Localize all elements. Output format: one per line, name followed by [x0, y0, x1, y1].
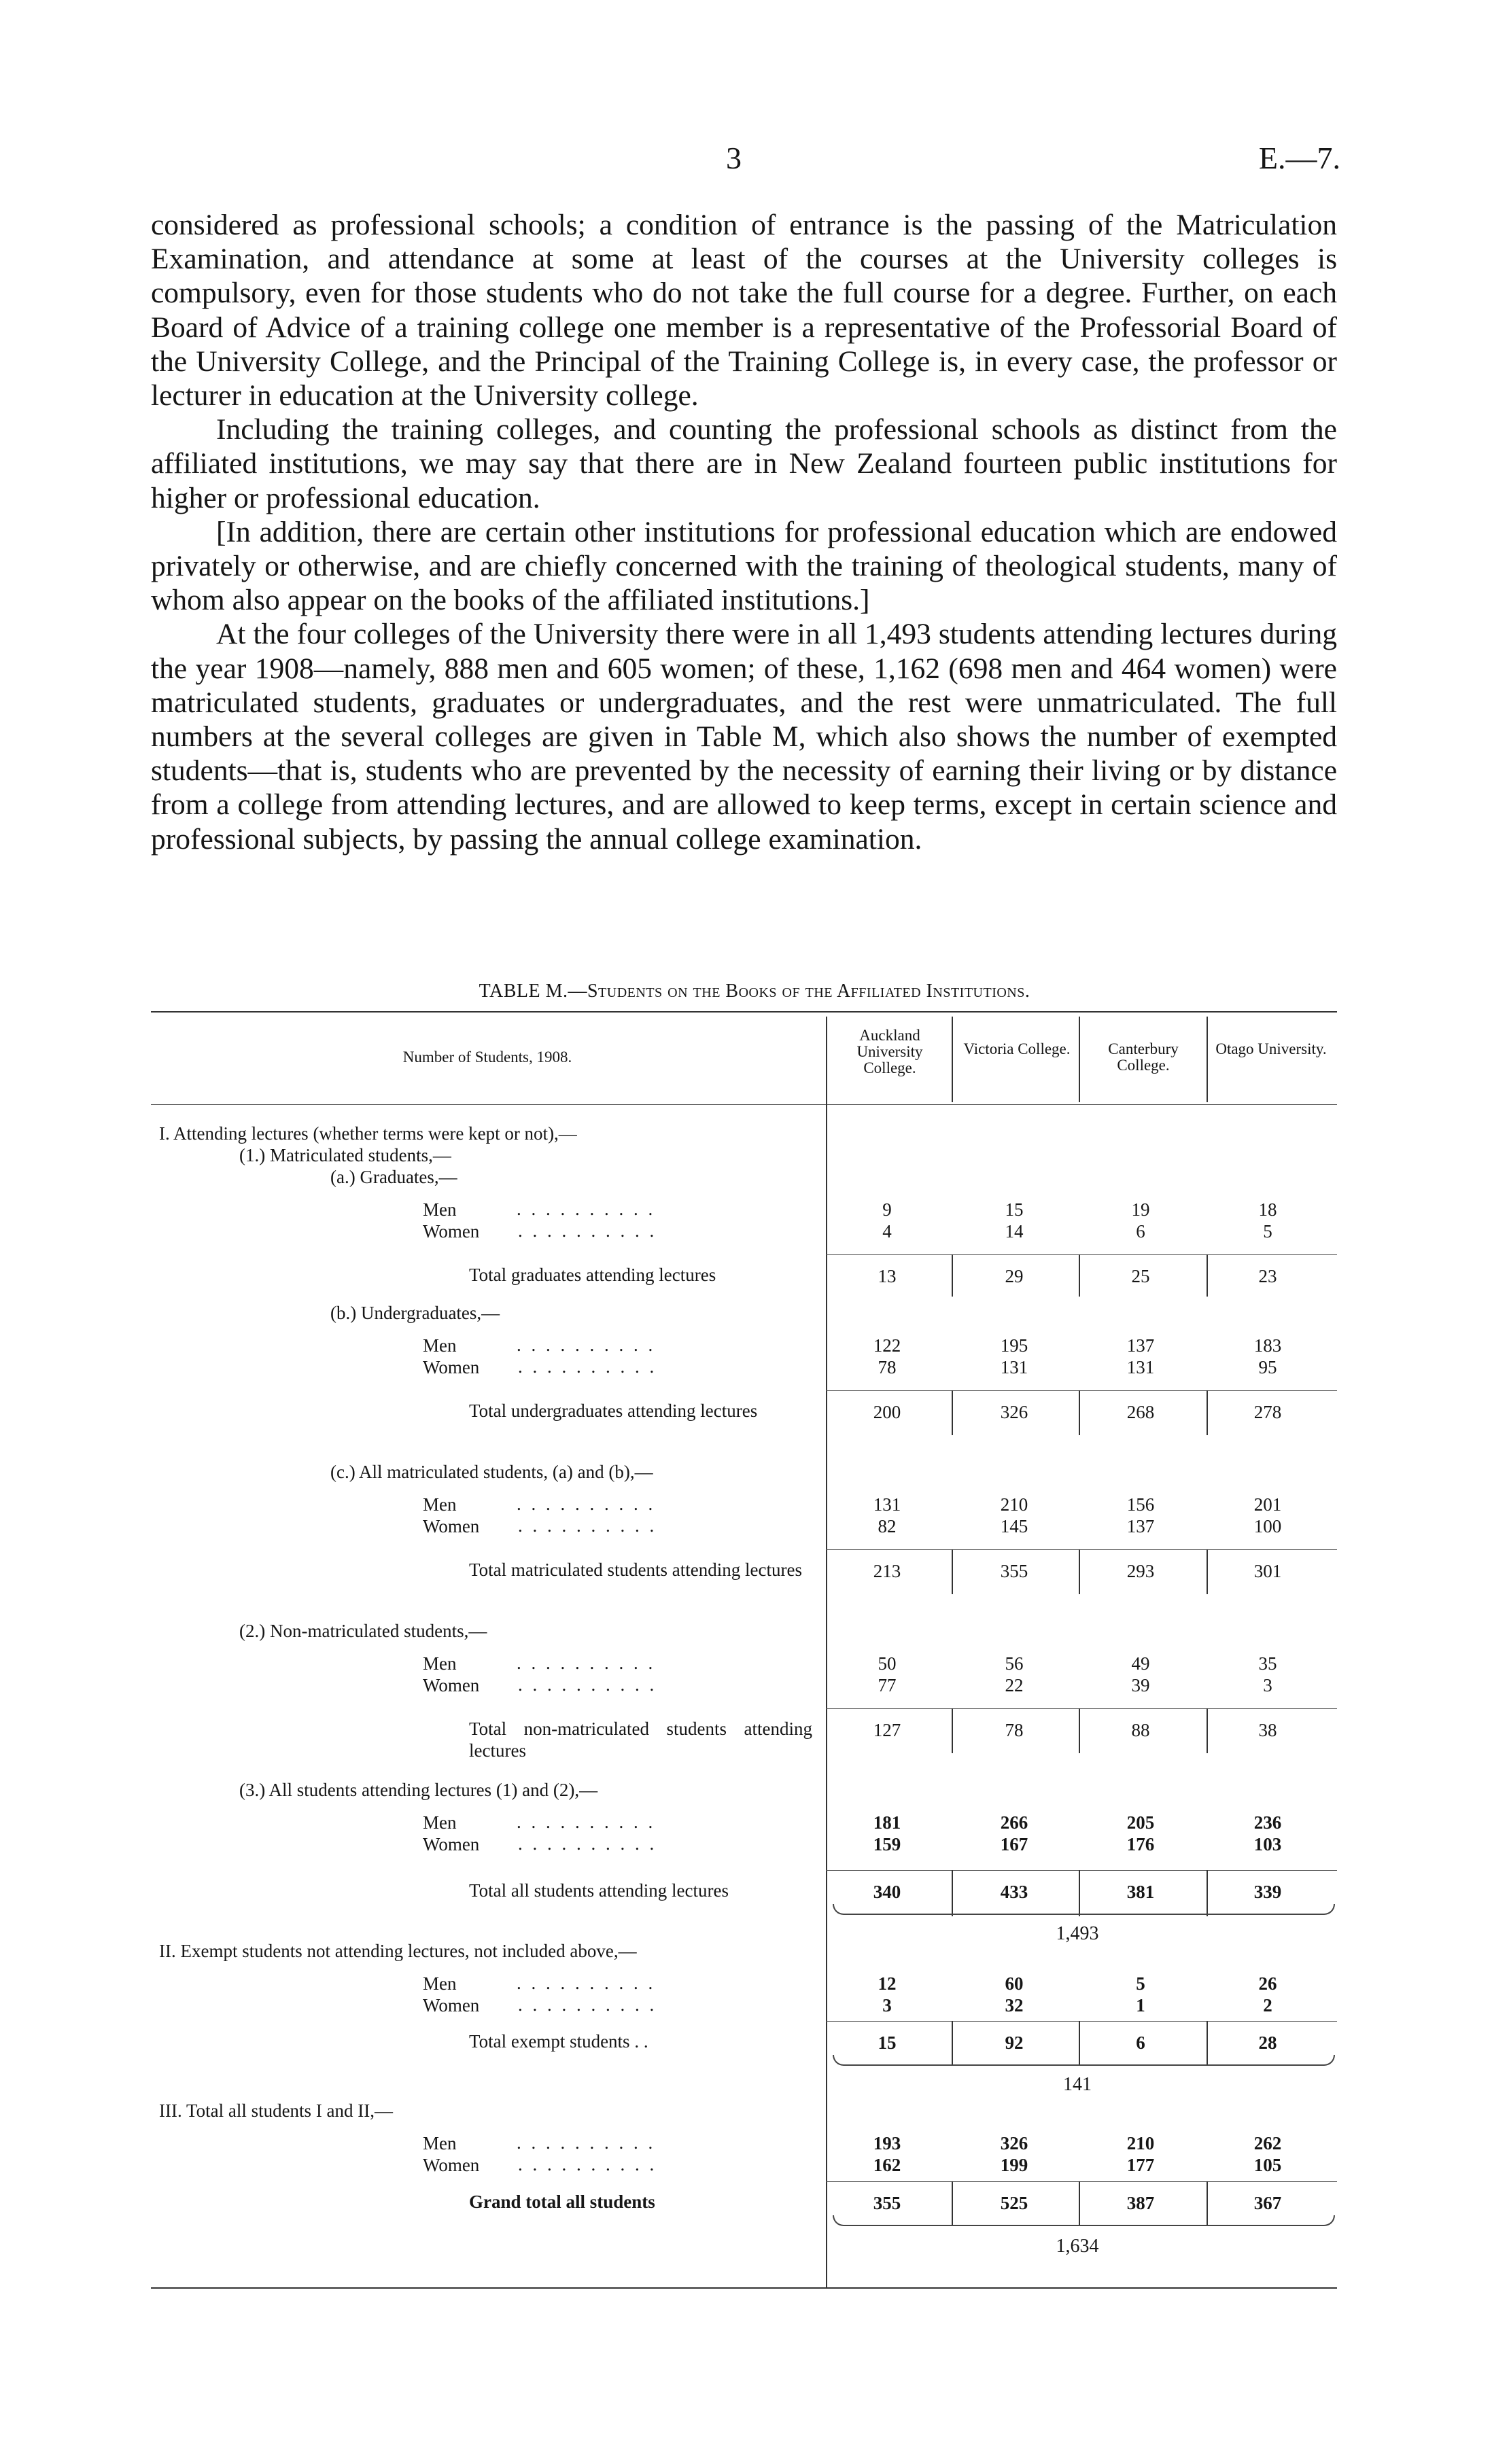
label-women: Women	[423, 1995, 480, 2016]
total-row-rule	[826, 1549, 1337, 1550]
table-cell: 92	[1005, 2032, 1024, 2053]
brace-lectures	[833, 1904, 1335, 1915]
total-row-column-rule	[952, 1549, 953, 1594]
header-number-of-students: Number of Students, 1908.	[402, 1049, 572, 1066]
table-cell: 2	[1263, 1995, 1272, 2016]
table-cell: 77	[878, 1675, 897, 1695]
table-cell: 103	[1253, 1834, 1282, 1854]
table-cell: 159	[873, 1834, 901, 1854]
subsection-matriculated: (1.) Matriculated students,—	[239, 1145, 451, 1165]
table-cell: 131	[1000, 1357, 1028, 1377]
header-canterbury: Canterbury College.	[1108, 1040, 1179, 1074]
table-cell: 4	[882, 1221, 892, 1242]
label-men: Men	[423, 1199, 457, 1220]
table-cell: 38	[1258, 1720, 1277, 1740]
table-cell: 23	[1258, 1266, 1277, 1286]
table-cell: 525	[1000, 2193, 1028, 2213]
table-cell: 236	[1253, 1812, 1282, 1833]
label-men: Men	[423, 1335, 457, 1356]
table-cell: 127	[873, 1720, 901, 1740]
paragraph: considered as professional schools; a condition of entrance is the passing of the Matriculation Examination, and attendance at some at least of the courses at the University colleges is compulsory, even for those students who do not take the full course for a degree. Further, on each Board of Advice of a training college one member is a representative of the Professorial Board of the University College, and the Principal of the Training College is, in every case, the professor or lecturer in education at the University college.	[151, 209, 1337, 412]
total-row-rule	[826, 2181, 1337, 2182]
header-auckland: Auckland University College.	[856, 1027, 923, 1076]
leader-dots: . . . . . . . . . .	[517, 1494, 656, 1514]
leader-dots: . . . . . . . . . .	[518, 2154, 657, 2175]
leader-dots: . . . . . . . . . .	[518, 1220, 657, 1241]
table-cell: 145	[1000, 1516, 1028, 1536]
table-cell: 15	[878, 2032, 897, 2053]
table-cell: 355	[873, 2193, 901, 2213]
table-cell: 205	[1126, 1812, 1155, 1833]
total-row-rule	[826, 1254, 1337, 1255]
table-cell: 137	[1126, 1516, 1155, 1536]
leader-dots: . . . . . . . . . .	[517, 1335, 656, 1355]
leader-dots: . . . . . . . . . .	[517, 1199, 656, 1219]
table-cell: 1	[1136, 1995, 1145, 2016]
leader-dots: . . . . . . . . . .	[518, 1994, 657, 2015]
leader-dots: . . . . . . . . . .	[517, 1973, 656, 1993]
table-cell: 339	[1253, 1882, 1282, 1902]
table-cell: 122	[873, 1335, 901, 1356]
label-women: Women	[423, 1221, 480, 1242]
label-total-graduates: Total graduates attending lectures	[469, 1265, 716, 1285]
table-cell: 95	[1258, 1357, 1277, 1377]
subsection-all-attending: (3.) All students attending lectures (1) and (2),—	[239, 1780, 598, 1800]
table-cell: 177	[1126, 2155, 1155, 2175]
table-cell: 193	[873, 2133, 901, 2153]
table-cell: 35	[1258, 1653, 1277, 1674]
table-title	[0, 981, 1509, 1002]
total-row-column-rule	[1079, 1254, 1080, 1297]
table-cell: 28	[1258, 2032, 1277, 2053]
total-row-column-rule	[1207, 1390, 1208, 1435]
table-top-rule	[151, 1011, 1337, 1013]
total-row-rule	[826, 1390, 1337, 1391]
table-cell: 200	[873, 1402, 901, 1422]
section-total-all: III. Total all students I and II,—	[159, 2100, 394, 2121]
paragraph: [In addition, there are certain other institutions for professional education which are endowed privately or otherwise, and are chiefly concerned with the training of theological students, many of whom also appear on the books of the affiliated institutions.]	[151, 515, 1337, 617]
label-women: Women	[423, 1357, 480, 1377]
total-row-column-rule	[1207, 1254, 1208, 1297]
combined-total-lectures: 1,493	[1056, 1923, 1099, 1944]
table-cell: 195	[1000, 1335, 1028, 1356]
label-total-matriculated: Total matriculated students attending lectures	[469, 1560, 802, 1580]
table-cell: 25	[1131, 1266, 1150, 1286]
total-row-rule	[826, 2021, 1337, 2022]
table-cell: 15	[1005, 1199, 1024, 1220]
table-cell: 268	[1126, 1402, 1155, 1422]
label-total-undergraduates: Total undergraduates attending lectures	[469, 1401, 758, 1421]
table-bottom-rule	[151, 2287, 1337, 2289]
combined-grand-total: 1,634	[1056, 2236, 1099, 2257]
total-row-rule	[826, 1708, 1337, 1709]
table-title-prefix: TABLE M.—	[479, 981, 587, 1002]
header-victoria: Victoria College.	[963, 1040, 1071, 1057]
table-cell: 100	[1253, 1516, 1282, 1536]
table-cell: 105	[1253, 2155, 1282, 2175]
table-cell: 131	[873, 1494, 901, 1515]
total-row-column-rule	[1079, 1549, 1080, 1594]
label-men: Men	[423, 1973, 457, 1994]
paragraph: Including the training colleges, and counting the professional schools as distinct from the affiliated institutions, we may say that there are in New Zealand fourteen public institutions for higher or professional education.	[151, 413, 1337, 514]
table-cell: 162	[873, 2155, 901, 2175]
table-cell: 210	[1126, 2133, 1155, 2153]
table-cell: 340	[873, 1882, 901, 1902]
document-code: E.—7.	[1258, 141, 1340, 175]
table-header-rule	[151, 1104, 1337, 1105]
table-cell: 88	[1131, 1720, 1150, 1740]
group-graduates: (a.) Graduates,—	[330, 1167, 457, 1187]
table-cell: 293	[1126, 1561, 1155, 1581]
label-men: Men	[423, 1494, 457, 1515]
table-cell: 156	[1126, 1494, 1155, 1515]
column-rule	[1079, 1017, 1080, 1102]
label-men: Men	[423, 2133, 457, 2153]
table-cell: 387	[1126, 2193, 1155, 2213]
table-title-rest: Students on the Books of the Affiliated Institutions.	[587, 981, 1030, 1002]
table-cell: 131	[1126, 1357, 1155, 1377]
table-cell: 213	[873, 1561, 901, 1581]
leader-dots: . . . . . . . . . .	[518, 1515, 657, 1536]
leader-dots: . . . . . . . . . .	[518, 1356, 657, 1377]
section-attending-lectures: I. Attending lectures (whether terms were kept or not),—	[159, 1123, 577, 1144]
group-undergraduates: (b.) Undergraduates,—	[330, 1303, 500, 1323]
total-row-column-rule	[1207, 1708, 1208, 1753]
table-cell: 49	[1131, 1653, 1150, 1674]
brace-exempt	[833, 2055, 1335, 2066]
table-cell: 433	[1000, 1882, 1028, 1902]
leader-dots: . . . . . . . . . .	[517, 1653, 656, 1673]
table-cell: 13	[878, 1266, 897, 1286]
table-cell: 262	[1253, 2133, 1282, 2153]
table-cell: 22	[1005, 1675, 1024, 1695]
table-cell: 19	[1131, 1199, 1150, 1220]
label-grand-total: Grand total all students	[469, 2192, 655, 2212]
table-cell: 26	[1258, 1973, 1277, 1994]
paragraph: At the four colleges of the University there were in all 1,493 students attending lectures during the year 1908—namely, 888 men and 605 women; of these, 1,162 (698 men and 464 women) were matriculated students, graduates or undergraduates, and the rest were unmatriculated. The full numbers at the several colleges are given in Table M, which also shows the number of exempted students—that is, students who are prevented by the necessity of earning their living or by distance from a college from attending lectures, and are allowed to keep terms, except in certain science and professional subjects, by passing the annual college examination.	[151, 618, 1337, 856]
table-cell: 278	[1253, 1402, 1282, 1422]
label-women: Women	[423, 1675, 480, 1695]
table-cell: 5	[1136, 1973, 1145, 1994]
table-cell: 50	[878, 1653, 897, 1674]
label-women: Women	[423, 2155, 480, 2175]
table-cell: 183	[1253, 1335, 1282, 1356]
table-cell: 137	[1126, 1335, 1155, 1356]
table-cell: 210	[1000, 1494, 1028, 1515]
label-total-non-matriculated: Total non-matriculated students attending lectures	[469, 1719, 812, 1761]
table-cell: 32	[1005, 1995, 1024, 2016]
total-row-rule	[826, 1870, 1337, 1871]
total-row-column-rule	[1207, 1549, 1208, 1594]
table-cell: 56	[1005, 1653, 1024, 1674]
total-row-column-rule	[952, 1390, 953, 1435]
label-women: Women	[423, 1516, 480, 1536]
leader-dots: . . . . . . . . . .	[517, 1812, 656, 1832]
table-cell: 199	[1000, 2155, 1028, 2175]
table-cell: 14	[1005, 1221, 1024, 1242]
group-all-matriculated: (c.) All matriculated students, (a) and (b),—	[330, 1462, 653, 1482]
table-cell: 167	[1000, 1834, 1028, 1854]
table-cell: 82	[878, 1516, 897, 1536]
subsection-non-matriculated: (2.) Non-matriculated students,—	[239, 1621, 487, 1641]
section-exempt: II. Exempt students not attending lectures, not included above,—	[159, 1941, 637, 1961]
label-men: Men	[423, 1812, 457, 1833]
header-otago: Otago University.	[1215, 1040, 1327, 1057]
table-cell: 176	[1126, 1834, 1155, 1854]
leader-dots: . . . . . . . . . .	[517, 2132, 656, 2153]
table-cell: 5	[1263, 1221, 1272, 1242]
column-rule	[1207, 1017, 1208, 1102]
table-cell: 381	[1126, 1882, 1155, 1902]
table-cell: 78	[1005, 1720, 1024, 1740]
total-row-column-rule	[1079, 1390, 1080, 1435]
label-total-all-attending: Total all students attending lectures	[469, 1880, 729, 1901]
body-text	[151, 208, 1337, 856]
table-cell: 39	[1131, 1675, 1150, 1695]
table-cell: 9	[882, 1199, 892, 1220]
column-rule	[826, 1017, 827, 2287]
table-cell: 3	[1263, 1675, 1272, 1695]
table-cell: 326	[1000, 2133, 1028, 2153]
table-cell: 181	[873, 1812, 901, 1833]
brace-grand	[833, 2215, 1335, 2226]
table-cell: 6	[1136, 2032, 1145, 2053]
table-cell: 367	[1253, 2193, 1282, 2213]
combined-total-exempt: 141	[1063, 2074, 1092, 2095]
table-cell: 18	[1258, 1199, 1277, 1220]
leader-dots: . . . . . . . . . .	[518, 1833, 657, 1854]
table-cell: 301	[1253, 1561, 1282, 1581]
total-row-column-rule	[952, 1254, 953, 1297]
table-cell: 78	[878, 1357, 897, 1377]
table-cell: 355	[1000, 1561, 1028, 1581]
total-row-column-rule	[952, 1708, 953, 1753]
table-cell: 12	[878, 1973, 897, 1994]
table-cell: 201	[1253, 1494, 1282, 1515]
table-cell: 29	[1005, 1266, 1024, 1286]
page-number: 3	[726, 141, 742, 175]
label-total-exempt: Total exempt students . .	[469, 2031, 648, 2052]
leader-dots: . . . . . . . . . .	[518, 1674, 657, 1695]
table-cell: 3	[882, 1995, 892, 2016]
table-cell: 60	[1005, 1973, 1024, 1994]
column-rule	[952, 1017, 953, 1102]
table-cell: 6	[1136, 1221, 1145, 1242]
table-cell: 326	[1000, 1402, 1028, 1422]
label-women: Women	[423, 1834, 480, 1854]
table-cell: 266	[1000, 1812, 1028, 1833]
label-men: Men	[423, 1653, 457, 1674]
total-row-column-rule	[1079, 1708, 1080, 1753]
